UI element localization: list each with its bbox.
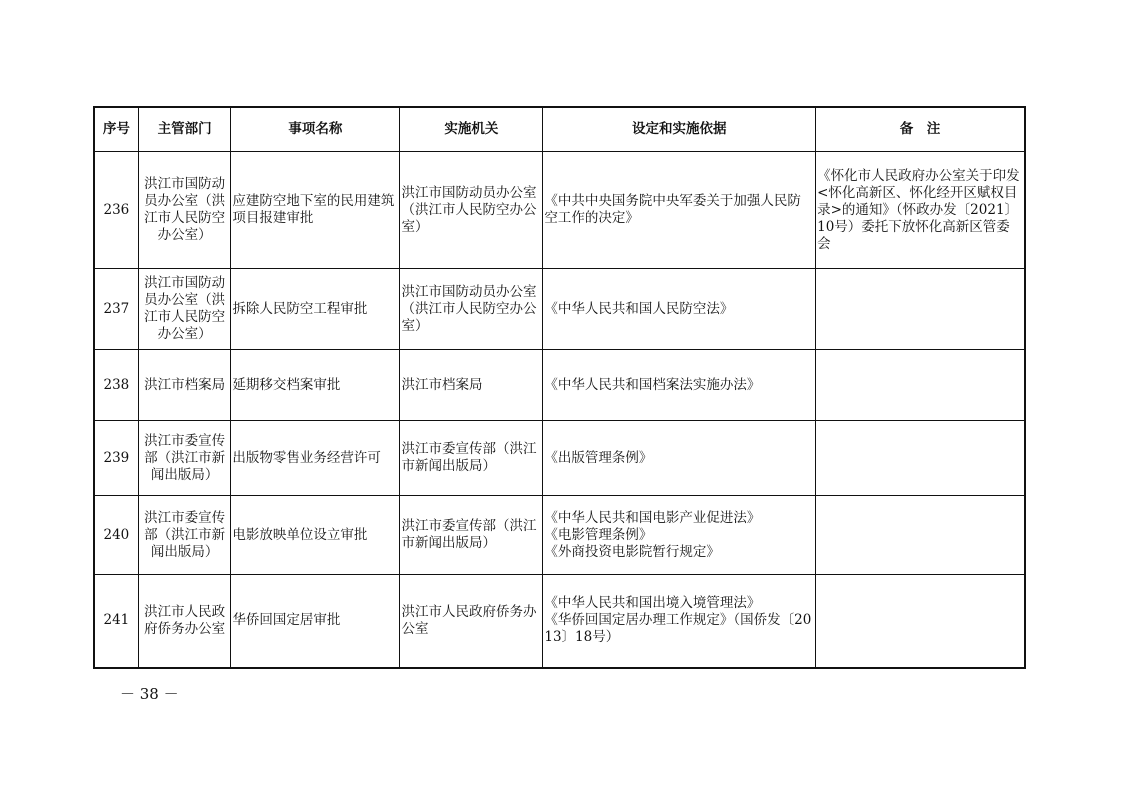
row-dept: 洪江市国防动员办公室（洪江市人民防空办公室）: [138, 152, 231, 269]
row-remark: [816, 269, 1025, 350]
header-basis: 设定和实施依据: [543, 107, 816, 152]
row-basis: [543, 350, 816, 421]
row-dept: 洪江市委宣传部（洪江市新闻出版局）: [138, 496, 231, 575]
row-dept: 洪江市档案局: [138, 350, 231, 421]
basis-line: 《中共中央国务院中央军委关于加强人民防空工作的决定》: [544, 193, 801, 226]
row-no: 240: [94, 496, 138, 575]
row-agency: 洪江市委宣传部（洪江市新闻出版局）: [400, 496, 543, 575]
table-row: [94, 350, 1025, 421]
row-name: 应建防空地下室的民用建筑项目报建审批: [231, 152, 400, 269]
basis-line: 《中华人民共和国档案法实施办法》: [544, 376, 761, 393]
row-remark: [816, 575, 1025, 668]
basis-line: 《华侨回国定居办理工作规定》（国侨发〔2013〕18号）: [544, 612, 812, 646]
table-row: [94, 421, 1025, 496]
row-basis: [543, 269, 816, 350]
row-remark: [816, 496, 1025, 575]
row-no: 237: [94, 269, 138, 350]
header-remark: 备 注: [816, 107, 1025, 152]
basis-line: 《中华人民共和国人民防空法》: [544, 300, 734, 317]
row-basis: [543, 496, 816, 575]
table-body: [94, 152, 1025, 668]
row-remark: [816, 350, 1025, 421]
row-dept: 洪江市国防动员办公室（洪江市人民防空办公室）: [138, 269, 231, 350]
table-row: [94, 152, 1025, 269]
basis-line: 《中华人民共和国电影产业促进法》: [544, 509, 761, 526]
row-basis: [543, 152, 816, 269]
row-no: 236: [94, 152, 138, 269]
row-remark: 《怀化市人民政府办公室关于印发<怀化高新区、怀化经开区赋权目录>的通知》（怀政办发〔2021〕10号）委托下放怀化高新区管委会: [816, 152, 1025, 269]
approval-items-table: [93, 106, 1026, 669]
table-row: [94, 269, 1025, 350]
row-basis: [543, 575, 816, 668]
row-no: 239: [94, 421, 138, 496]
row-agency: 洪江市委宣传部（洪江市新闻出版局）: [400, 421, 543, 496]
basis-line: 《出版管理条例》: [544, 449, 653, 466]
row-dept: 洪江市委宣传部（洪江市新闻出版局）: [138, 421, 231, 496]
basis-line: 《外商投资电影院暂行规定》: [544, 543, 720, 560]
table-header: [94, 107, 1025, 152]
row-agency: 洪江市人民政府侨务办公室: [400, 575, 543, 668]
header-dept: 主管部门: [138, 107, 231, 152]
header-row: [94, 107, 1025, 152]
row-agency: 洪江市国防动员办公室（洪江市人民防空办公室）: [400, 152, 543, 269]
row-no: 238: [94, 350, 138, 421]
row-no: 241: [94, 575, 138, 668]
header-agency: 实施机关: [400, 107, 543, 152]
table-row: [94, 575, 1025, 668]
row-agency: 洪江市国防动员办公室（洪江市人民防空办公室）: [400, 269, 543, 350]
header-no: 序号: [94, 107, 138, 152]
page-number: － 38 －: [120, 685, 179, 703]
row-name: 拆除人民防空工程审批: [231, 269, 400, 350]
row-name: 电影放映单位设立审批: [231, 496, 400, 575]
row-name: 华侨回国定居审批: [231, 575, 400, 668]
row-remark: [816, 421, 1025, 496]
row-name: 延期移交档案审批: [231, 350, 400, 421]
row-dept: 洪江市人民政府侨务办公室: [138, 575, 231, 668]
basis-line: 《电影管理条例》: [544, 526, 653, 543]
row-basis: [543, 421, 816, 496]
header-name: 事项名称: [231, 107, 400, 152]
row-agency: 洪江市档案局: [400, 350, 543, 421]
basis-line: 《中华人民共和国出境入境管理法》: [544, 595, 761, 612]
table-row: [94, 496, 1025, 575]
row-name: 出版物零售业务经营许可: [231, 421, 400, 496]
